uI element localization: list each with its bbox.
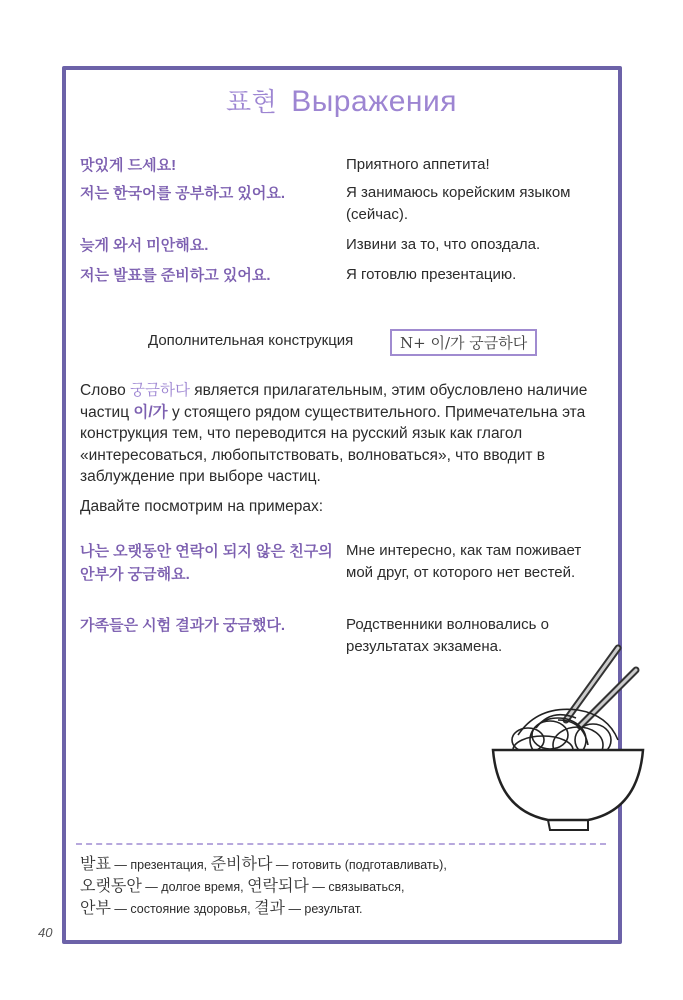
- vocabulary-list: [80, 854, 447, 920]
- phrase-russian: Приятного аппетита!: [346, 156, 490, 173]
- highlight-word: 궁금하다: [130, 382, 190, 399]
- vocab-translation: — долгое время,: [141, 880, 248, 894]
- phrase-russian: Я готовлю презентацию.: [346, 266, 517, 283]
- vocab-translation: — готовить (подготавливать),: [272, 858, 447, 872]
- text: Слово: [80, 382, 131, 399]
- highlight-particle: 이/가: [133, 403, 168, 421]
- vocab-line: [80, 898, 447, 920]
- vocab-translation: — презентация,: [110, 858, 211, 872]
- vocab-translation: — связываться,: [308, 880, 405, 894]
- vocab-line: [80, 854, 447, 876]
- vocab-line: [80, 876, 447, 898]
- vocab-word: 안부: [80, 900, 111, 917]
- text: является прилагательным, этим обусловлено наличие частиц: [80, 382, 588, 421]
- examples-intro: Давайте посмотрим на примерах:: [80, 498, 324, 515]
- noodle-bowl-illustration: [488, 640, 648, 835]
- page-number: 40: [38, 925, 53, 940]
- example-korean: 가족들은 시험 결과가 궁금했다.: [80, 617, 286, 634]
- example-korean: 나는 오랫동안 연락이 되지 않은 친구의 안부가 궁금해요.: [80, 543, 333, 583]
- phrase-korean: 저는 발표를 준비하고 있어요.: [80, 267, 271, 284]
- vocab-word: 오랫동안: [80, 878, 142, 895]
- vocab-word: 준비하다: [210, 856, 273, 873]
- phrase-korean: 늦게 와서 미안해요.: [80, 237, 209, 254]
- example-russian: Мне интересно, как там поживает мой друг, от которого нет вестей.: [346, 542, 582, 581]
- phrase-korean: 저는 한국어를 공부하고 있어요.: [80, 185, 286, 202]
- phrase-russian: Я занимаюсь корейским языком (сейчас).: [346, 184, 571, 223]
- vocab-translation: — состояние здоровья,: [110, 902, 255, 916]
- example-russian: Родственники волновались о результатах экзамена.: [346, 616, 549, 655]
- vocab-word: 연락되다: [247, 878, 309, 895]
- phrase-russian: Извини за то, что опоздала.: [346, 236, 541, 253]
- phrase-korean: 맛있게 드세요!: [80, 157, 177, 174]
- section-divider: [76, 843, 606, 845]
- vocab-translation: — результат.: [284, 902, 363, 916]
- vocab-word: 발표: [80, 856, 111, 873]
- text: у стоящего рядом существительного. Примечательна эта конструкция тем, что переводится на русский язык как глагол «интересоваться, любопытствовать, волноваться», что вводит в заблуждение при выборе частиц.: [80, 403, 586, 485]
- section-title: [0, 82, 683, 119]
- title-korean: 표현: [226, 88, 278, 118]
- title-russian: Выражения: [291, 85, 457, 118]
- vocab-word: 결과: [254, 900, 285, 917]
- construction-label: Дополнительная конструкция: [148, 332, 354, 349]
- construction-pattern: N+ 이/가 궁금하다: [390, 329, 537, 356]
- explanation-paragraph: [80, 380, 610, 488]
